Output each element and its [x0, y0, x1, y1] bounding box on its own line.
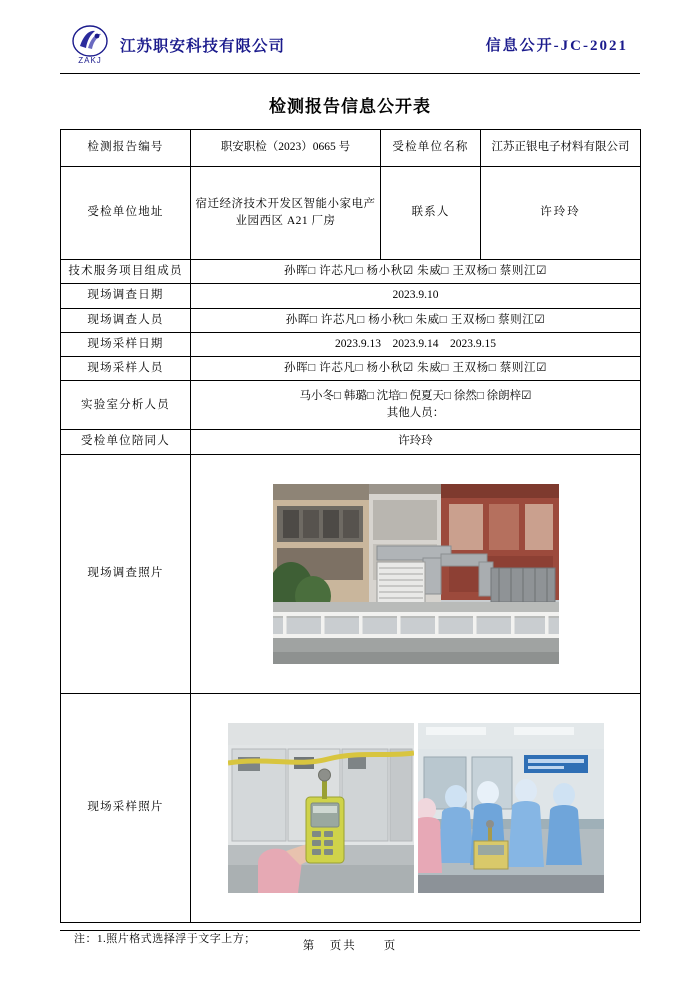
page-title: 检测报告信息公开表 — [269, 97, 431, 116]
survey-staff-label: 现场调查人员 — [61, 308, 191, 332]
table-row — [61, 308, 641, 332]
contact-label: 联系人 — [381, 167, 481, 260]
table-row — [61, 332, 641, 356]
sampling-staff-label: 现场采样人员 — [61, 357, 191, 381]
survey-date-value: 2023.9.10 — [191, 284, 641, 308]
sampling-staff-value: 孙晖□ 许芯凡□ 杨小秋☑ 朱威□ 王双杨□ 蔡则江☑ — [191, 357, 641, 381]
table-row — [61, 381, 641, 430]
survey-photo-image — [273, 484, 559, 664]
sampling-photo-cell — [191, 693, 641, 922]
sampling-date-value: 2023.9.13 2023.9.14 2023.9.15 — [191, 332, 641, 356]
sampling-date-label: 现场采样日期 — [61, 332, 191, 356]
team-label: 技术服务项目组成员 — [61, 260, 191, 284]
address-label: 受检单位地址 — [61, 167, 191, 260]
info-table — [60, 129, 641, 923]
table-row — [61, 693, 641, 922]
lab-staff-line2: 其他人员： — [386, 407, 445, 420]
lab-staff-label: 实验室分析人员 — [61, 381, 191, 430]
table-row — [61, 167, 641, 260]
report-no-value: 职安职检（2023）0665 号 — [191, 130, 381, 167]
survey-staff-value: 孙晖□ 许芯凡□ 杨小秋□ 朱威□ 王双杨□ 蔡则江☑ — [191, 308, 641, 332]
header-left — [68, 24, 285, 66]
lab-staff-line1: 马小冬□ 韩璐□ 沈培□ 倪夏天□ 徐然□ 徐朗梓☑ — [299, 390, 532, 402]
sampling-photo-left — [228, 723, 414, 893]
footnote: 注：1.照片格式选择浮于文字上方； — [74, 932, 256, 945]
sampling-photo-label: 现场采样照片 — [61, 693, 191, 922]
escort-label: 受检单位陪同人 — [61, 430, 191, 454]
client-value: 江苏正银电子材料有限公司 — [481, 130, 641, 167]
page-header — [60, 22, 640, 74]
address-value: 宿迁经济技术开发区智能小家电产业园西区 A21 厂房 — [191, 167, 381, 260]
survey-photo-label: 现场调查照片 — [61, 454, 191, 693]
client-label: 受检单位名称 — [381, 130, 481, 167]
table-row — [61, 130, 641, 167]
sampling-photo-wrap — [193, 723, 638, 893]
page-footer: 第 页共 页 — [60, 930, 640, 953]
table-row — [61, 357, 641, 381]
page-content — [60, 22, 640, 946]
table-row — [61, 454, 641, 693]
sampling-photo-right — [418, 723, 604, 893]
lab-staff-value — [191, 381, 641, 430]
document-code: 信息公开-JC-2021 — [485, 38, 628, 54]
report-no-label: 检测报告编号 — [61, 130, 191, 167]
company-name: 江苏职安科技有限公司 — [120, 37, 286, 55]
table-row — [61, 284, 641, 308]
company-logo-icon — [68, 24, 112, 66]
svg-text:ZAKJ: ZAKJ — [78, 55, 102, 65]
contact-value: 许玲玲 — [481, 167, 641, 260]
survey-date-label: 现场调查日期 — [61, 284, 191, 308]
table-row — [61, 260, 641, 284]
escort-value: 许玲玲 — [191, 430, 641, 454]
survey-photo-wrap — [193, 484, 638, 664]
table-row — [61, 430, 641, 454]
team-value: 孙晖□ 许芯凡□ 杨小秋☑ 朱威□ 王双杨□ 蔡则江☑ — [191, 260, 641, 284]
survey-photo-cell — [191, 454, 641, 693]
